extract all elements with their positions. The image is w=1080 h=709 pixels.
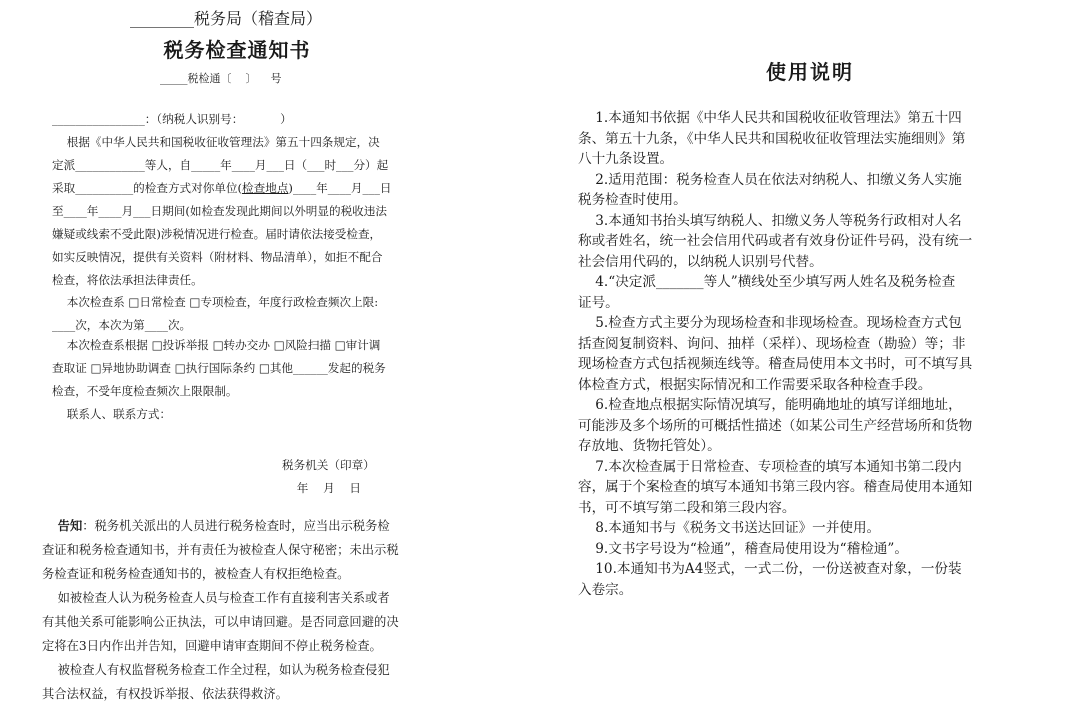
stamp-block: [282, 454, 375, 500]
para1-line-tail: )____年____月___日: [288, 181, 392, 195]
notice-line: 如被检查人认为税务检查人员与检查工作有直接利害关系或者: [42, 591, 390, 605]
stamp-org: 税务机关（印章）: [282, 458, 375, 472]
para2-line: 本次检查系 □日常检查 □专项检查，年度行政检查频次上限:: [52, 295, 379, 309]
doc-number: _____税检通〔 〕 号: [160, 72, 282, 85]
instruction-line: 税务检查时使用。: [578, 192, 687, 208]
instructions-body: [578, 108, 1048, 600]
para1-line: 如实反映情况，提供有关资料（附材料、物品清单），如拒不配合: [52, 250, 383, 264]
para1-line: 根据《中华人民共和国税收征收管理法》第五十四条规定，决: [52, 135, 380, 149]
para1-line: 检查，将依法承担法律责任。: [52, 273, 203, 287]
para2-line: ____次，本次为第____次。: [52, 318, 192, 332]
notice-line: 务检查证和税务检查通知书的，被检查人有权拒绝检查。: [42, 567, 350, 581]
para-inspection-decision: [52, 131, 452, 292]
instruction-line: 书，可不填写第二段和第三段内容。: [578, 499, 796, 516]
para1-line: 嫌疑或线索不受此限)涉税情况进行检查。届时请依法接受检查，: [52, 227, 382, 241]
gaozhi-text: ：税务机关派出的人员进行税务检查时，应当出示税务检: [82, 519, 390, 533]
instruction-line: 7.本次检查属于日常检查、专项检查的填写本通知书第二段内: [578, 458, 962, 475]
instruction-line: 可能涉及多个场所的可概括性描述（如某公司生产经营场所和货物: [578, 417, 973, 434]
instruction-line: 存放地、货物托管处）。: [578, 438, 721, 454]
notice-title: 税务检查通知书: [163, 38, 311, 62]
para3-line: 查取证 □异地协助调查 □执行国际条约 □其他______发起的税务: [52, 361, 386, 375]
notice-line: 被检查人有权监督税务检查工作全过程，如认为税务检查侵犯: [42, 663, 390, 677]
instruction-line: 3.本通知书抬头填写纳税人、扣缴义务人等税务行政相对人名: [578, 212, 962, 229]
instruction-line: 社会信用代码的，以纳税人识别号代替。: [578, 253, 823, 270]
para1-line-text: 采取__________的检查方式对你单位(: [52, 181, 243, 195]
instruction-line: 2.适用范围：税务检查人员在依法对纳税人、扣缴义务人实施: [578, 171, 962, 188]
instruction-line: 9.文书字号设为“检通”，稽查局使用设为“稽检通”。: [578, 540, 908, 557]
notice-line: 查证和税务检查通知书，并有责任为被检查人保守秘密；未出示税: [42, 543, 399, 557]
instruction-line: 括查阅复制资料、询问、抽样（采样）、现场检查（勘验）等；非: [578, 335, 966, 352]
para1-line: 定派____________等人，自_____年____月___日（___时___分）起: [52, 158, 389, 172]
bureau-line: ________税务局（稽查局）: [130, 9, 323, 28]
para1-line-location: [52, 177, 452, 200]
notice-line: 定将在3日内作出并告知，回避申请审查期间不停止税务检查。: [42, 639, 382, 653]
notice-terms: [42, 514, 452, 706]
addressee-line: ________________：（纳税人识别号： ）: [52, 112, 292, 126]
notice-first-line: [42, 514, 452, 538]
addressee-block: [52, 108, 452, 131]
instruction-line: 容，属于个案检查的填写本通知书第三段内容。稽查局使用本通知: [578, 479, 973, 495]
instruction-line: 8.本通知书与《税务文书送达回证》一并使用。: [578, 520, 881, 536]
gaozhi-label: 告知: [57, 518, 83, 533]
para-inspection-source: [52, 334, 452, 426]
instruction-line: 条、第五十九条，《中华人民共和国税收征收管理法实施细则》第: [578, 130, 966, 147]
contact-line: 联系人、联系方式：: [52, 407, 172, 421]
instruction-line: 八十九条设置。: [578, 151, 674, 167]
instruction-line: 现场检查方式包括视频连线等。稽查局使用本文书时，可不填写具: [578, 356, 973, 372]
para3-line: 本次检查系根据 □投诉举报 □转办交办 □风险扫描 □审计调: [52, 338, 381, 352]
instruction-line: 入卷宗。: [578, 581, 633, 598]
para3-line: 检查，不受年度检查频次上限限制。: [52, 384, 238, 398]
instruction-line: 5.检查方式主要分为现场检查和非现场检查。现场检查方式包: [578, 315, 962, 331]
para-inspection-type: [52, 291, 452, 337]
para1-line: 至____年____月___日期间(如检查发现此期间以外明显的税收违法: [52, 204, 387, 218]
instruction-line: 4.“决定派_______等人”横线处至少填写两人姓名及税务检查: [578, 274, 956, 290]
instruction-line: 证号。: [578, 294, 619, 311]
instruction-line: 体检查方式，根据实际情况和工作需要采取各种检查手段。: [578, 376, 932, 393]
instruction-line: 6.检查地点根据实际情况填写，能明确地址的填写详细地址，: [578, 397, 962, 413]
inspection-location-label: 检查地点: [242, 181, 289, 195]
stamp-date: 年 月 日: [282, 481, 362, 495]
instruction-line: 1.本通知书依据《中华人民共和国税收征收管理法》第五十四: [578, 110, 962, 126]
instructions-title: 使用说明: [766, 60, 854, 84]
notice-line: 其合法权益，有权投诉举报、依法获得救济。: [42, 687, 288, 701]
notice-line: 有其他关系可能影响公正执法，可以申请回避。是否同意回避的决: [42, 615, 399, 629]
instruction-line: 称或者姓名，统一社会信用代码或者有效身份证件号码，没有统一: [578, 233, 973, 249]
instruction-line: 10.本通知书为A4竖式，一式二份，一份送被查对象，一份装: [578, 561, 962, 577]
